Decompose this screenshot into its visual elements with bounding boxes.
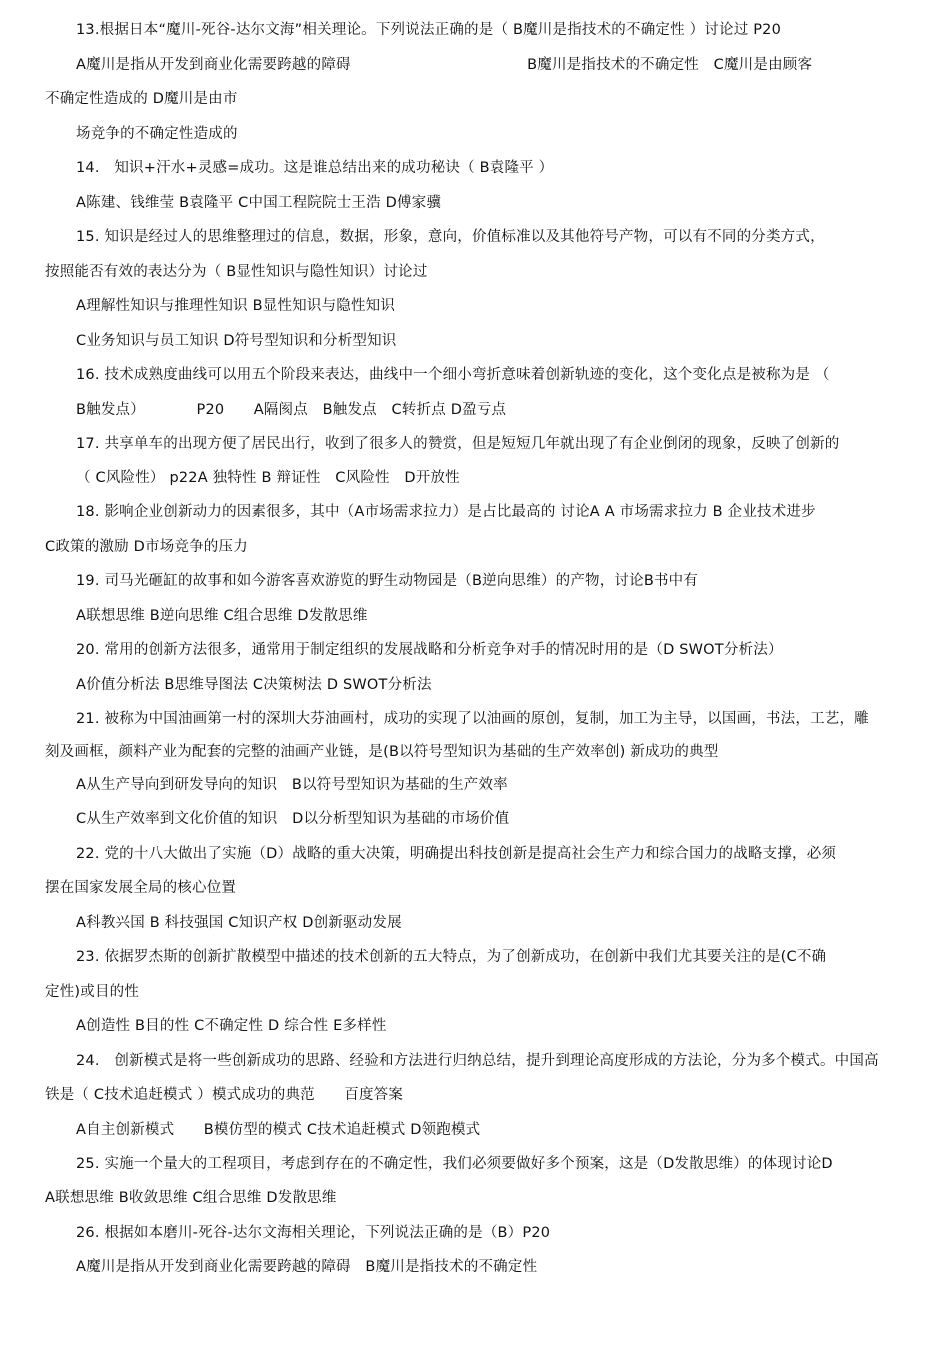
text-line: A从生产导向到研发导向的知识 B以符号型知识为基础的生产效率: [76, 777, 508, 793]
text-line: A创造性 B目的性 C不确定性 D 综合性 E多样性: [76, 1018, 387, 1034]
text-line: 24. 创新模式是将一些创新成功的思路、经验和方法进行归纳总结，提升到理论高度形成的方法论，分为多个模式。中国高: [76, 1053, 879, 1069]
text-line: 14. 知识+汗水+灵感=成功。这是谁总结出来的成功秘诀（ B袁隆平 ）: [76, 160, 554, 176]
text-line: 16. 技术成熟度曲线可以用五个阶段来表达，曲线中一个细小弯折意味着创新轨迹的变化，这个变化点是被称为是 （: [76, 367, 830, 383]
text-line: C从生产效率到文化价值的知识 D以分析型知识为基础的市场价值: [76, 811, 510, 827]
text-line: 22. 党的十八大做出了实施（D）战略的重大决策，明确提出科技创新是提高社会生产力和综合国力的战略支撑，必须: [76, 846, 837, 862]
text-line: A魔川是指从开发到商业化需要跨越的障碍 B魔川是指技术的不确定性 C魔川是由顾客: [76, 57, 813, 73]
text-line: 19. 司马光砸缸的故事和如今游客喜欢游览的野生动物园是（B逆向思维）的产物，讨论B书中有: [76, 573, 699, 589]
text-line: B触发点） P20 A隔阂点 B触发点 C转折点 D盈亏点: [76, 402, 507, 418]
text-line: C业务知识与员工知识 D符号型知识和分析型知识: [76, 333, 397, 349]
text-line: 15. 知识是经过人的思维整理过的信息，数据，形象，意向，价值标准以及其他符号产物，可以有不同的分类方式，: [76, 229, 825, 245]
text-line: 铁是（ C技术追赶模式 ）模式成功的典范 百度答案: [45, 1087, 404, 1103]
text-line: 不确定性造成的 D魔川是由市: [45, 91, 238, 107]
text-line: A自主创新模式 B模仿型的模式 C技术追赶模式 D领跑模式: [76, 1122, 481, 1138]
text-line: A魔川是指从开发到商业化需要跨越的障碍 B魔川是指技术的不确定性: [76, 1259, 538, 1275]
text-line: A理解性知识与推理性知识 B显性知识与隐性知识: [76, 298, 396, 314]
text-line: 刻及画框，颜料产业为配套的完整的油画产业链，是(B以符号型知识为基础的生产效率创) 新成功的典型: [45, 744, 719, 760]
text-line: 21. 被称为中国油画第一村的深圳大芬油画村，成功的实现了以油画的原创，复制，加工为主导，以国画，书法，工艺，雕: [76, 711, 869, 727]
text-line: 定性)或目的性: [45, 984, 140, 1000]
text-line: 20. 常用的创新方法很多，通常用于制定组织的发展战略和分析竞争对手的情况时用的是（D SWOT分析法）: [76, 642, 783, 658]
text-line: C政策的激励 D市场竞争的压力: [45, 539, 248, 555]
text-line: A联想思维 B逆向思维 C组合思维 D发散思维: [76, 608, 368, 624]
text-line: A联想思维 B收敛思维 C组合思维 D发散思维: [45, 1190, 337, 1206]
text-line: A价值分析法 B思维导图法 C决策树法 D SWOT分析法: [76, 677, 432, 693]
text-line: 23. 依据罗杰斯的创新扩散模型中描述的技术创新的五大特点，为了创新成功，在创新中我们尤其要关注的是(C不确: [76, 949, 827, 965]
text-line: 26. 根据如本磨川-死谷-达尔文海相关理论，下列说法正确的是（B）P20: [76, 1225, 551, 1241]
text-line: 场竞争的不确定性造成的: [76, 126, 238, 142]
text-line: （ C风险性） p22A 独特性 B 辩证性 C风险性 D开放性: [76, 470, 460, 486]
text-line: 17. 共享单车的出现方便了居民出行，收到了很多人的赞赏，但是短短几年就出现了有企业倒闭的现象，反映了创新的: [76, 436, 840, 452]
text-line: 摆在国家发展全局的核心位置: [45, 880, 237, 896]
text-line: 按照能否有效的表达分为（ B显性知识与隐性知识）讨论过: [45, 264, 428, 280]
text-line: 13.根据日本“魔川-死谷-达尔文海”相关理论。下列说法正确的是（ B魔川是指技术的不确定性 ）讨论过 P20: [76, 22, 782, 38]
text-line: 18. 影响企业创新动力的因素很多，其中（A市场需求拉力）是占比最高的 讨论A A 市场需求拉力 B 企业技术进步: [76, 504, 816, 520]
text-line: A陈建、钱维莹 B袁隆平 C中国工程院院士王浩 D傅家骥: [76, 195, 442, 211]
text-line: 25. 实施一个量大的工程项目，考虑到存在的不确定性，我们必须要做好多个预案，这是（D发散思维）的体现讨论D: [76, 1156, 833, 1172]
text-line: A科教兴国 B 科技强国 C知识产权 D创新驱动发展: [76, 915, 402, 931]
